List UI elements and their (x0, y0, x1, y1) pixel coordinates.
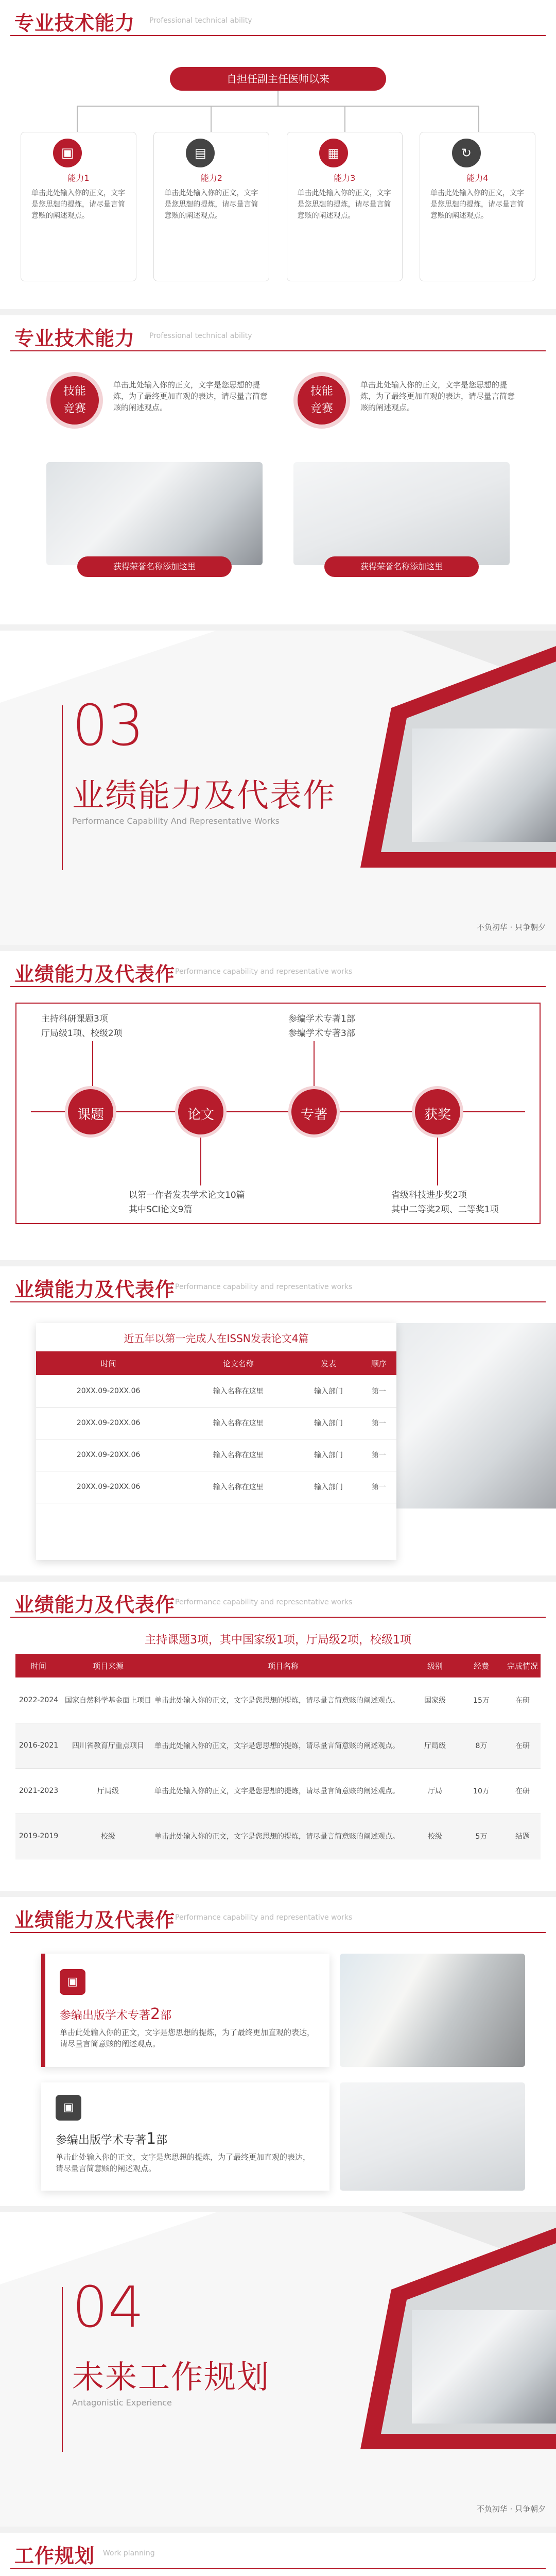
number-divider (62, 705, 63, 870)
cell: 输入名称在这里 (181, 1375, 296, 1407)
section-subtitle: Work planning (103, 2549, 155, 2557)
table-row (15, 1768, 541, 1814)
consultation-photo (340, 2082, 525, 2191)
award-text: 省级科技进步奖2项 其中二等奖2项、二等奖1项 (391, 1190, 499, 1215)
cell: 校级 (62, 1814, 154, 1859)
cell: 在研 (505, 1723, 541, 1768)
cell: 国家自然科学基金面上项目 (62, 1677, 154, 1723)
ability-label: 能力2 (200, 173, 222, 183)
title-count: 1 (146, 2130, 157, 2148)
desk-photo (293, 462, 510, 565)
papers-panel (36, 1323, 396, 1560)
monograph-circle: 专著 (288, 1086, 340, 1138)
section-divider (10, 2568, 546, 2569)
title-text: 参编出版学术专著 (60, 2009, 151, 2022)
research-text: 主持科研课题3项 厅局级1项、校级2项 (41, 1014, 123, 1039)
cell: 输入名称在这里 (181, 1439, 296, 1471)
section-subtitle: Performance capability and representative works (175, 1598, 353, 1606)
monograph-text: 单击此处输入你的正文，文字是您思想的提炼，为了最终更加直观的表达，请尽量言简意赅的阐述观点。 (56, 2153, 311, 2173)
cell: 输入部门 (296, 1375, 361, 1407)
cell: 2016-2021 (15, 1723, 62, 1768)
cell: 结题 (505, 1814, 541, 1859)
ability-card (21, 132, 136, 281)
ability-card (287, 132, 403, 281)
table-row (36, 1407, 396, 1439)
cell: 20XX.09-20XX.06 (36, 1407, 181, 1439)
col-header: 级别 (412, 1654, 458, 1677)
paper-text: 以第一作者发表学术论文10篇 其中SCI论文9篇 (129, 1190, 245, 1215)
section-divider (10, 1617, 546, 1618)
papers-heading: 近五年以第一完成人在ISSN发表论文4篇 (124, 1332, 309, 1345)
award-circle: 获奖 (412, 1086, 463, 1138)
cell: 第一 (361, 1407, 396, 1439)
badge-label: 技能竞赛 (63, 385, 86, 415)
section-title: 业绩能力及代表作 (14, 1909, 176, 1931)
monograph-title (60, 2005, 171, 2023)
ability-label: 能力4 (466, 173, 489, 183)
section-divider (10, 350, 546, 351)
table-row (15, 1814, 541, 1859)
ability-text: 单击此处输入你的正文，文字是您思想的提炼，请尽量言简意赅的阐述观点。 (297, 189, 391, 220)
cell: 第一 (361, 1375, 396, 1407)
section-subtitle: Performance Capability And Representative Works (72, 816, 280, 826)
section-number: 03 (72, 692, 144, 758)
section-subtitle: Professional technical ability (149, 16, 252, 25)
footer-slogan: 不负初华 · 只争朝夕 (476, 2504, 546, 2514)
col-header: 顺序 (361, 1351, 396, 1375)
book-icon: ▣ (60, 1969, 85, 1995)
projects-table (15, 1654, 541, 1859)
table-row (36, 1471, 396, 1503)
section-subtitle: Performance capability and representative works (175, 968, 353, 976)
ability-label: 能力3 (334, 173, 356, 183)
slide-monographs (0, 1897, 556, 2206)
cell: 单击此处输入你的正文，文字是您思想的提炼，请尽量言简意赅的阐述观点。 (154, 1677, 412, 1723)
competition-badge (46, 372, 103, 429)
title-unit: 部 (160, 2009, 172, 2022)
monograph-text: 单击此处输入你的正文，文字是您思想的提炼，为了最终更加直观的表达，请尽量言简意赅的阐述观点。 (60, 2028, 315, 2048)
slide-work-plan-1 (0, 2533, 556, 2576)
section-subtitle: Performance capability and representative works (175, 1913, 353, 1922)
cell: 在研 (505, 1768, 541, 1814)
col-header: 项目名称 (154, 1654, 412, 1677)
award-label: 获得荣誉名称添加这里 (77, 556, 232, 577)
badge-label: 技能竞赛 (310, 385, 333, 415)
ability-text: 单击此处输入你的正文，文字是您思想的提炼，请尽量言简意赅的阐述观点。 (31, 189, 125, 220)
section-title: 业绩能力及代表作 (14, 1594, 176, 1616)
monitor-chart-icon: ▤ (186, 139, 215, 167)
paper-circle: 论文 (175, 1086, 227, 1138)
col-header: 发表 (296, 1351, 361, 1375)
cycle-icon: ↻ (452, 139, 481, 167)
ability-cards (21, 132, 535, 286)
cell: 国家级 (412, 1677, 458, 1723)
ability-text: 单击此处输入你的正文，文字是您思想的提炼，请尽量言简意赅的阐述观点。 (164, 189, 258, 220)
section-subtitle: Performance capability and representative works (175, 1283, 353, 1291)
book-icon: ▣ (53, 139, 82, 167)
connector-lines (0, 91, 556, 137)
title-unit: 部 (156, 2134, 168, 2147)
ability-text: 单击此处输入你的正文，文字是您思想的提炼，请尽量言简意赅的阐述观点。 (430, 189, 524, 220)
cell: 输入部门 (296, 1439, 361, 1471)
competition-text: 单击此处输入你的正文，文字是您思想的提炼，为了最终更加直观的表达，请尽量言简意赅的阐述观点。 (360, 380, 515, 412)
clipboard-photo (371, 1323, 556, 1509)
col-header: 经费 (458, 1654, 505, 1677)
table-row (15, 1677, 541, 1723)
competition-badge (293, 372, 350, 429)
number-divider (62, 2287, 63, 2452)
section-title: 专业技术能力 (14, 12, 135, 35)
cell: 厅局 (412, 1768, 458, 1814)
col-header: 论文名称 (181, 1351, 296, 1375)
monograph-text: 参编学术专著1部 参编学术专著3部 (288, 1014, 355, 1039)
ability-label: 能力1 (67, 173, 90, 183)
cell: 输入部门 (296, 1407, 361, 1439)
title-text: 参编出版学术专著 (56, 2134, 147, 2147)
research-circle: 课题 (65, 1086, 116, 1138)
section-divider (10, 35, 546, 36)
monograph-card (41, 1954, 329, 2067)
cell: 校级 (412, 1814, 458, 1859)
competition-text: 单击此处输入你的正文，文字是您思想的提炼，为了最终更加直观的表达，请尽量言简意赅的阐述观点。 (113, 380, 268, 412)
monograph-card (41, 2082, 329, 2191)
ability-card (420, 132, 535, 281)
cell: 第一 (361, 1439, 396, 1471)
slide-performance-overview (0, 951, 556, 1260)
cell: 2019-2019 (15, 1814, 62, 1859)
section-title: 业绩能力及代表作 (14, 1278, 176, 1301)
slide-technical-ability-1 (0, 0, 556, 309)
cell: 8万 (458, 1723, 505, 1768)
section-title: 未来工作规划 (72, 2358, 270, 2396)
section-title: 业绩能力及代表作 (14, 963, 176, 986)
papers-table (36, 1351, 396, 1503)
section-title: 工作规划 (14, 2545, 95, 2567)
cell: 单击此处输入你的正文，文字是您思想的提炼，请尽量言简意赅的阐述观点。 (154, 1814, 412, 1859)
title-count: 2 (150, 2005, 161, 2023)
cell: 20XX.09-20XX.06 (36, 1471, 181, 1503)
cell: 5万 (458, 1814, 505, 1859)
cell: 单击此处输入你的正文，文字是您思想的提炼，请尽量言简意赅的阐述观点。 (154, 1768, 412, 1814)
cell: 在研 (505, 1677, 541, 1723)
cell: 2022-2024 (15, 1677, 62, 1723)
cell: 输入部门 (296, 1471, 361, 1503)
table-row (36, 1375, 396, 1407)
cell: 四川省教育厅重点项目 (62, 1723, 154, 1768)
col-header: 时间 (36, 1351, 181, 1375)
slide-technical-ability-2 (0, 315, 556, 624)
writing-photo (46, 462, 263, 565)
cell: 第一 (361, 1471, 396, 1503)
cell: 厅局级 (62, 1768, 154, 1814)
table-row (15, 1723, 541, 1768)
section-subtitle: Professional technical ability (149, 332, 252, 340)
cell: 20XX.09-20XX.06 (36, 1375, 181, 1407)
footer-slogan: 不负初华 · 只争朝夕 (476, 923, 546, 932)
col-header: 完成情况 (505, 1654, 541, 1677)
cell: 15万 (458, 1677, 505, 1723)
slide-papers-table (0, 1266, 556, 1575)
award-label: 获得荣誉名称添加这里 (324, 556, 479, 577)
cell: 20XX.09-20XX.06 (36, 1439, 181, 1471)
cell: 单击此处输入你的正文，文字是您思想的提炼，请尽量言简意赅的阐述观点。 (154, 1723, 412, 1768)
section-divider (10, 1301, 546, 1302)
ability-card (153, 132, 269, 281)
section-subtitle: Antagonistic Experience (72, 2398, 172, 2408)
cell: 厅局级 (412, 1723, 458, 1768)
projects-panel (15, 1654, 541, 1859)
slide-section-cover-03 (0, 631, 556, 945)
col-header: 项目来源 (62, 1654, 154, 1677)
section-divider (10, 1932, 546, 1933)
document-icon: ▦ (319, 139, 348, 167)
section-title: 专业技术能力 (14, 327, 135, 350)
cell: 输入名称在这里 (181, 1471, 296, 1503)
stethoscope-photo (412, 728, 556, 842)
monograph-title (56, 2130, 167, 2148)
stethoscope-photo (412, 2310, 556, 2424)
col-header: 时间 (15, 1654, 62, 1677)
book-icon: ▣ (56, 2095, 81, 2121)
section-title: 业绩能力及代表作 (72, 776, 336, 814)
section-number: 04 (72, 2274, 144, 2340)
slide-projects-table (0, 1582, 556, 1891)
cell: 输入名称在这里 (181, 1407, 296, 1439)
cell: 10万 (458, 1768, 505, 1814)
doctor-photo (340, 1954, 525, 2067)
projects-heading: 主持课题3项，其中国家级1项，厅局级2项，校级1项 (145, 1634, 411, 1647)
intro-banner: 自担任副主任医师以来 (170, 67, 386, 91)
slide-section-cover-04 (0, 2212, 556, 2527)
cell: 2021-2023 (15, 1768, 62, 1814)
table-row (36, 1439, 396, 1471)
